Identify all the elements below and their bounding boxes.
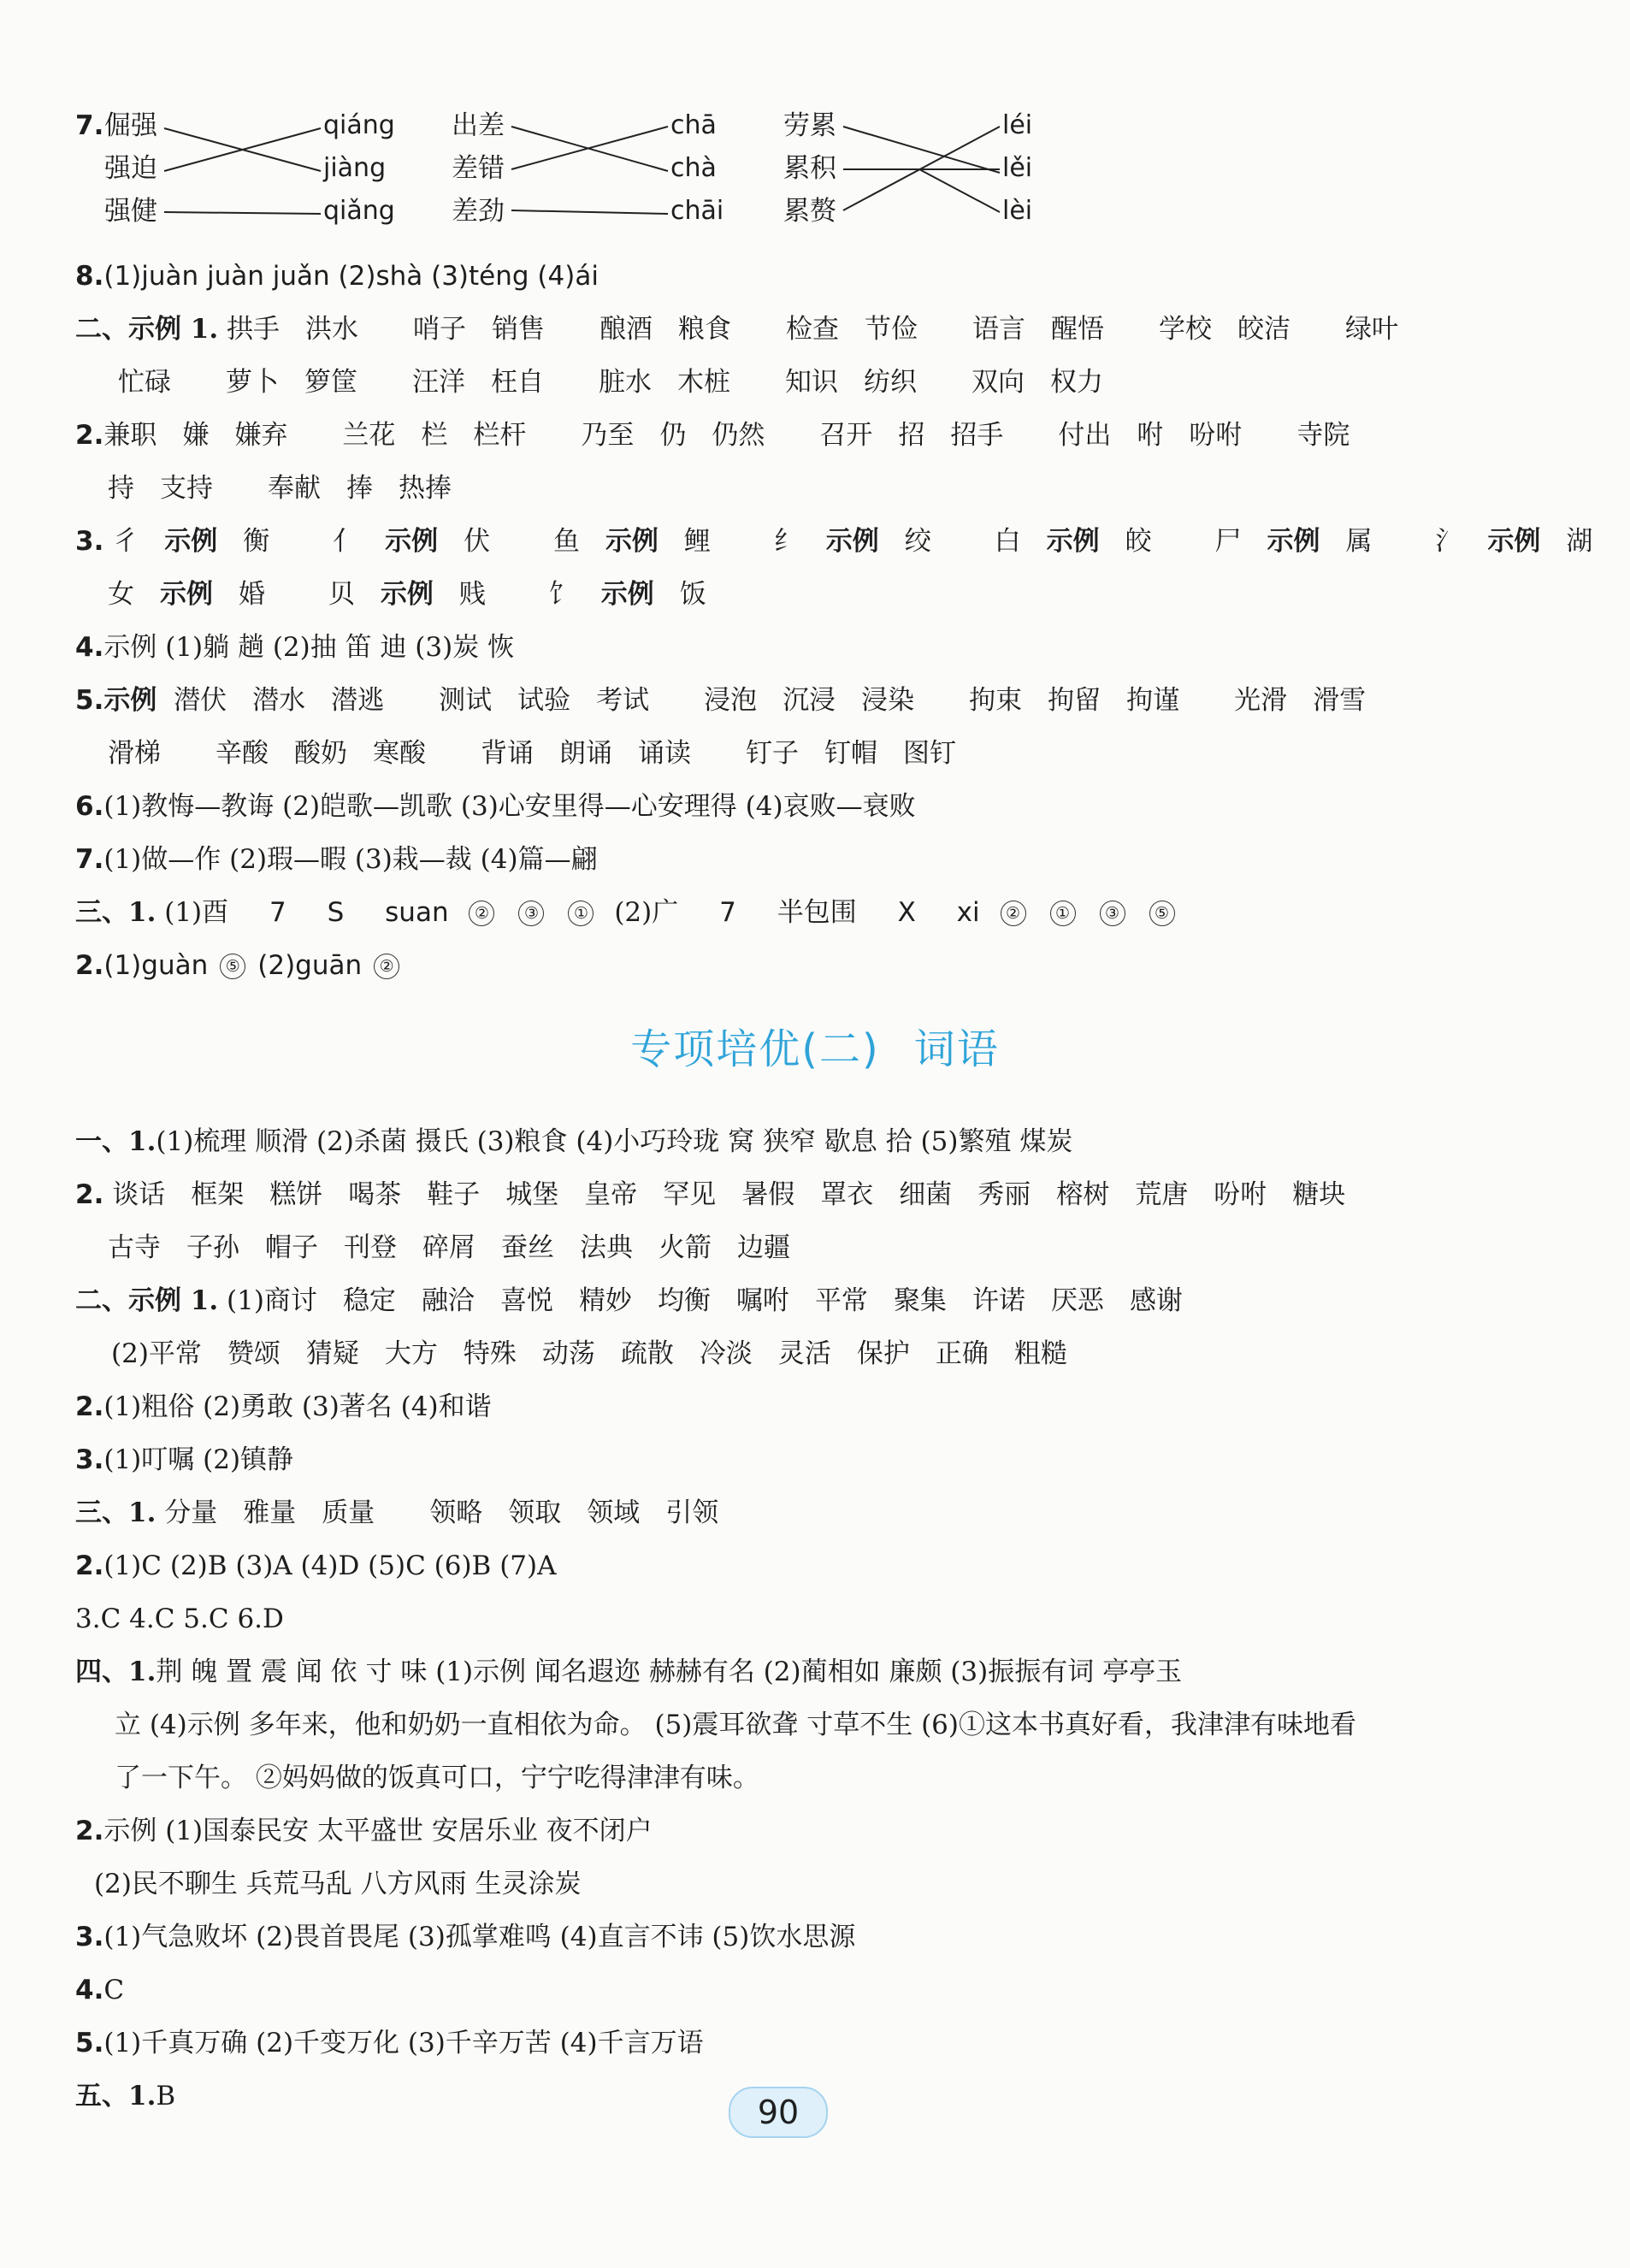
answer-line: 8.(1)juàn juàn juǎn (2)shà (3)téng (4)ái	[75, 261, 599, 292]
answer-line: 2.(1)粗俗 (2)勇敢 (3)著名 (4)和谐	[75, 1391, 492, 1422]
answer-line: 四、1.荆 魄 置 震 闻 依 寸 味 (1)示例 闻名遐迩 赫赫有名 (2)蔺相如 廉颇 (3)振振有词 亭亭玉	[75, 1657, 1183, 1687]
match-pinyin: lèi	[1002, 196, 1033, 226]
answer-line: 2.示例 (1)国泰民安 太平盛世 安居乐业 夜不闭户	[75, 1816, 653, 1846]
answer-line: 三、1. 分量 雅量 质量 领略 领取 领域 引领	[75, 1497, 719, 1528]
answer-line: 6.(1)教悔—教诲 (2)皑歌—凯歌 (3)心安里得—心安理得 (4)哀败—衰败	[75, 791, 916, 822]
match-pinyin: jiàng	[323, 153, 387, 183]
match-pinyin: qiǎng	[323, 196, 395, 226]
answer-line: 3.(1)气急败坏 (2)畏首畏尾 (3)孤掌难鸣 (4)直言不讳 (5)饮水思源	[75, 1922, 856, 1952]
match-pinyin: chāi	[670, 196, 724, 226]
section-title	[0, 1016, 1630, 1075]
answer-line: 3.C 4.C 5.C 6.D	[75, 1604, 284, 1634]
answer-line: 3. 彳 示例 衡 亻 示例 伏 鱼 示例 鲤 纟 示例 绞 白 示例 皎 尸 示例 属 氵 示例 湖	[75, 526, 1593, 557]
answer-line: 2.兼职 嫌 嫌弃 兰花 栏 栏杆 乃至 仍 仍然 召开 招 招手 付出 咐 吩咐 寺院	[75, 420, 1350, 451]
answer-line: 二、示例 1. (1)商讨 稳定 融洽 喜悦 精妙 均衡 嘱咐 平常 聚集 许诺 厌恶 感谢	[75, 1285, 1183, 1316]
section-title-sub: 词语	[913, 1025, 1000, 1073]
match-word: 累积	[783, 153, 836, 184]
match-connecting-lines	[0, 0, 1630, 257]
answer-line: 立 (4)示例 多年来，他和奶奶一直相依为命。 (5)震耳欲聋 寸草不生 (6)①这本书真好看，我津津有味地看	[115, 1710, 1357, 1740]
answer-line: 2. 谈话 框架 糕饼 喝茶 鞋子 城堡 皇帝 罕见 暑假 罩衣 细菌 秀丽 榕树 荒唐 吩咐 糖块	[75, 1179, 1346, 1210]
match-word: 倔强	[104, 110, 157, 141]
answer-line: 2.(1)guàn ⑤ (2)guān ②	[75, 944, 411, 987]
answer-line: (2)民不聊生 兵荒马乱 八方风雨 生灵涂炭	[94, 1869, 582, 1899]
answer-line: 了一下午。 ②妈妈做的饭真可口，宁宁吃得津津有味。	[115, 1763, 759, 1793]
match-word: 强健	[104, 196, 157, 227]
match-pinyin: qiáng	[323, 110, 395, 140]
answer-line: 7.(1)做—作 (2)瑕—暇 (3)栽—裁 (4)篇—翩	[75, 844, 598, 875]
answer-line: 三、1. (1)酉 7 S suan ② ③ ① (2)广 7 半包围 X xi ② ① ③ ⑤	[75, 891, 1187, 934]
answer-line: 5.示例 潜伏 潜水 潜逃 测试 试验 考试 浸泡 沉浸 浸染 拘束 拘留 拘谨 光滑 滑雪	[75, 685, 1367, 716]
answer-line: 持 支持 奉献 捧 热捧	[108, 473, 452, 504]
answer-line: 4.C	[75, 1975, 125, 2005]
match-number: 7.	[75, 110, 104, 141]
match-pinyin: léi	[1002, 110, 1033, 140]
match-line	[164, 212, 321, 214]
match-word: 差错	[452, 153, 505, 184]
match-word: 累赘	[783, 196, 836, 227]
answer-line: 女 示例 婚 贝 示例 贱 饣 示例 饭	[108, 579, 706, 610]
match-word: 强迫	[104, 153, 157, 184]
answer-line: 5.(1)千真万确 (2)千变万化 (3)千辛万苦 (4)千言万语	[75, 2028, 704, 2058]
answer-line: 二、示例 1. 拱手 洪水 哨子 销售 酿酒 粮食 检查 节俭 语言 醒悟 学校 皎洁 绿叶	[75, 314, 1399, 345]
answer-line: 4.示例 (1)躺 趟 (2)抽 笛 迪 (3)炭 恢	[75, 632, 515, 663]
answer-line: 滑梯 辛酸 酸奶 寒酸 背诵 朗诵 诵读 钉子 钉帽 图钉	[108, 738, 956, 769]
match-word: 出差	[452, 110, 505, 141]
answer-line: 3.(1)叮嘱 (2)镇静	[75, 1444, 294, 1475]
answer-line: 忙碌 萝卜 箩筐 汪洋 枉自 脏水 木桩 知识 纺织 双向 权力	[118, 367, 1103, 398]
match-pinyin: chà	[670, 153, 717, 183]
answer-line: 五、1.B	[75, 2081, 176, 2111]
match-pinyin: chā	[670, 110, 717, 140]
section-title-main: 专项培优(二)	[630, 1025, 880, 1073]
match-line	[919, 169, 1000, 212]
match-line	[843, 127, 1000, 173]
match-word: 差劲	[452, 196, 505, 227]
answer-line: 2.(1)C (2)B (3)A (4)D (5)C (6)B (7)A	[75, 1550, 557, 1581]
match-line	[511, 210, 668, 214]
page-number: 90	[729, 2087, 828, 2138]
answer-line: (2)平常 赞颂 猜疑 大方 特殊 动荡 疏散 冷淡 灵活 保护 正确 粗糙	[111, 1338, 1067, 1369]
match-pinyin: lěi	[1002, 153, 1033, 183]
answer-line: 古寺 子孙 帽子 刊登 碎屑 蚕丝 法典 火箭 边疆	[108, 1232, 790, 1263]
match-word: 劳累	[783, 110, 836, 141]
answer-line: 一、1.(1)梳理 顺滑 (2)杀菌 摄氏 (3)粮食 (4)小巧玲珑 窝 狭窄 歇息 拾 (5)繁殖 煤炭	[75, 1126, 1073, 1157]
